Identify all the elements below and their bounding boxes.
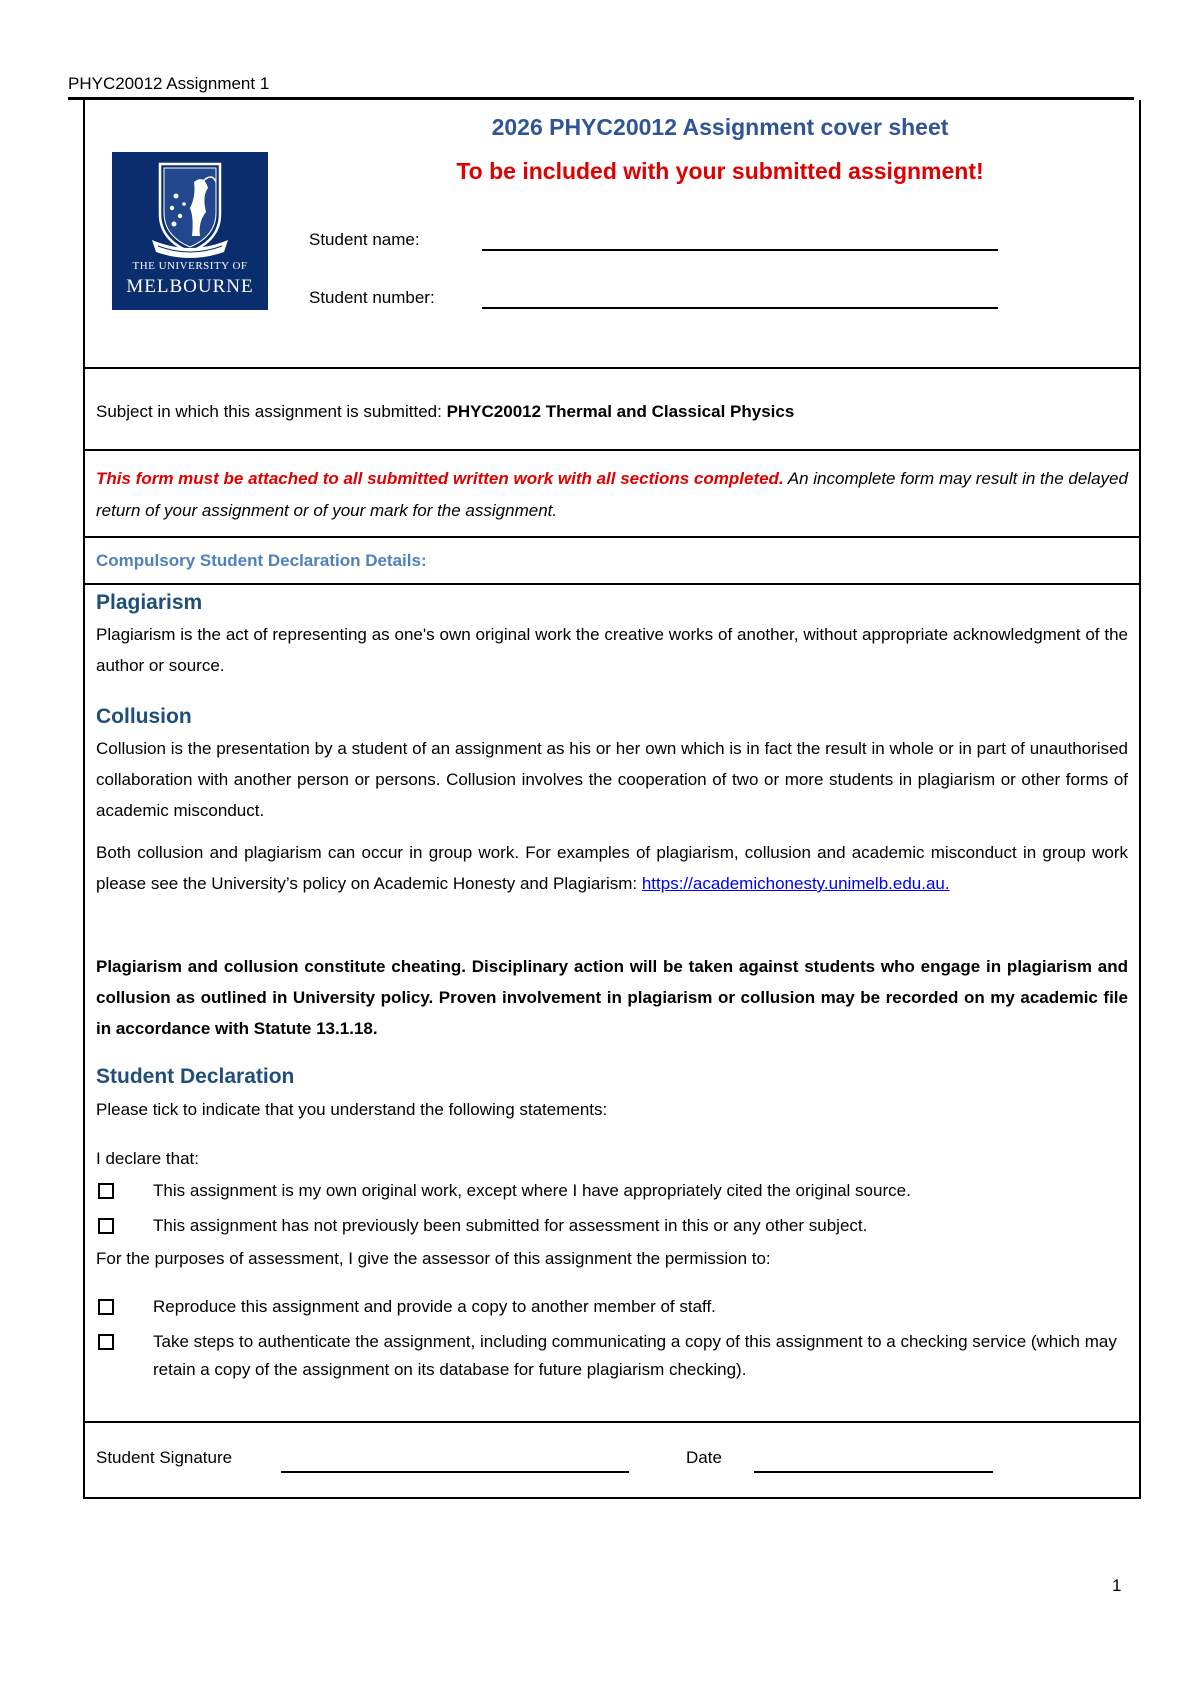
declaration-item xyxy=(96,1177,1128,1205)
compulsory-section xyxy=(85,538,1139,585)
declaration-details-section xyxy=(85,585,1139,1423)
warning-section xyxy=(85,451,1139,538)
declaration-instruction: Please tick to indicate that you understand the following statements: xyxy=(96,1100,608,1119)
logo-line-2: MELBOURNE xyxy=(126,276,254,297)
collusion-text: Collusion is the presentation by a student of an assignment as his or her own which is in fact the result in whole or in part of unauthorised collaboration with another person or persons. Collusion involves the cooperation of two or more students in plagiarism or other forms of academic misconduct. xyxy=(96,739,1128,820)
warning-rest: An incomplete form may result in the delayed return of your assignment or of your mark for the assignment. xyxy=(96,469,1128,520)
student-name-field[interactable] xyxy=(482,249,998,251)
checkbox-not-previously-submitted[interactable] xyxy=(98,1218,114,1234)
permission-item-text: Reproduce this assignment and provide a copy to another member of staff. xyxy=(153,1297,716,1316)
warning-text xyxy=(96,463,1128,527)
permission-item xyxy=(96,1293,1128,1321)
logo-text xyxy=(112,260,268,298)
checkbox-reproduce[interactable] xyxy=(98,1299,114,1315)
student-number-field[interactable] xyxy=(482,307,998,309)
checkbox-own-work[interactable] xyxy=(98,1183,114,1199)
subject-name: PHYC20012 Thermal and Classical Physics xyxy=(446,402,795,421)
plagiarism-text: Plagiarism is the act of representing as one's own original work the creative works of another, without appropriate acknowledgment of the author or source. xyxy=(96,625,1128,675)
running-header: PHYC20012 Assignment 1 xyxy=(68,74,270,93)
permission-item-text: Take steps to authenticate the assignment, including communicating a copy of this assignment to a checking service (which may retain a copy of the assignment on its database for future plagiarism checking). xyxy=(153,1332,1117,1379)
checkbox-authenticate[interactable] xyxy=(98,1334,114,1350)
permission-item xyxy=(96,1328,1128,1384)
cheating-statement: Plagiarism and collusion constitute cheating. Disciplinary action will be taken against students who engage in plagiarism and collusion as outlined in University policy. Proven involvement in plagiarism or collusion may be recorded on my academic file in accordance with Statute 13.1.18. xyxy=(96,957,1128,1038)
signature-field[interactable] xyxy=(281,1471,629,1473)
cover-sheet-frame xyxy=(83,100,1141,1499)
group-work-text xyxy=(96,837,1128,899)
signature-section xyxy=(85,1423,1139,1497)
student-declaration-heading: Student Declaration xyxy=(96,1065,295,1088)
declaration-item xyxy=(96,1212,1128,1240)
collusion-heading: Collusion xyxy=(96,705,192,728)
subject-line xyxy=(96,402,794,422)
logo-line-1: THE UNIVERSITY OF xyxy=(132,260,248,272)
student-number-label: Student number: xyxy=(309,288,435,307)
declare-that-label: I declare that: xyxy=(96,1149,200,1168)
declaration-item-text: This assignment is my own original work, except where I have appropriately cited the original source. xyxy=(153,1181,911,1200)
page-number: 1 xyxy=(1112,1576,1122,1595)
compulsory-heading: Compulsory Student Declaration Details: xyxy=(96,551,427,570)
cover-header-section xyxy=(85,100,1139,369)
academic-honesty-link[interactable]: https://academichonesty.unimelb.edu.au. xyxy=(641,874,950,893)
group-work-body: Both collusion and plagiarism can occur in group work. For examples of plagiarism, collusion and academic misconduct in group work please see the University’s policy on Academic Honesty and Plagiarism: xyxy=(96,843,1128,893)
warning-emphasis: This form must be attached to all submitted written work with all sections completed. xyxy=(96,469,784,488)
subject-prefix: Subject in which this assignment is submitted: xyxy=(96,402,447,421)
plagiarism-heading: Plagiarism xyxy=(96,591,203,614)
declaration-item-text: This assignment has not previously been submitted for assessment in this or any other subject. xyxy=(153,1216,868,1235)
signature-label: Student Signature xyxy=(96,1448,233,1467)
cover-subtitle: To be included with your submitted assignment! xyxy=(456,158,984,184)
student-name-label: Student name: xyxy=(309,230,420,249)
permission-intro: For the purposes of assessment, I give the assessor of this assignment the permission to: xyxy=(96,1249,771,1268)
date-field[interactable] xyxy=(754,1471,993,1473)
date-label: Date xyxy=(686,1448,722,1467)
cover-title: 2026 PHYC20012 Assignment cover sheet xyxy=(491,114,949,140)
subject-section xyxy=(85,369,1139,451)
